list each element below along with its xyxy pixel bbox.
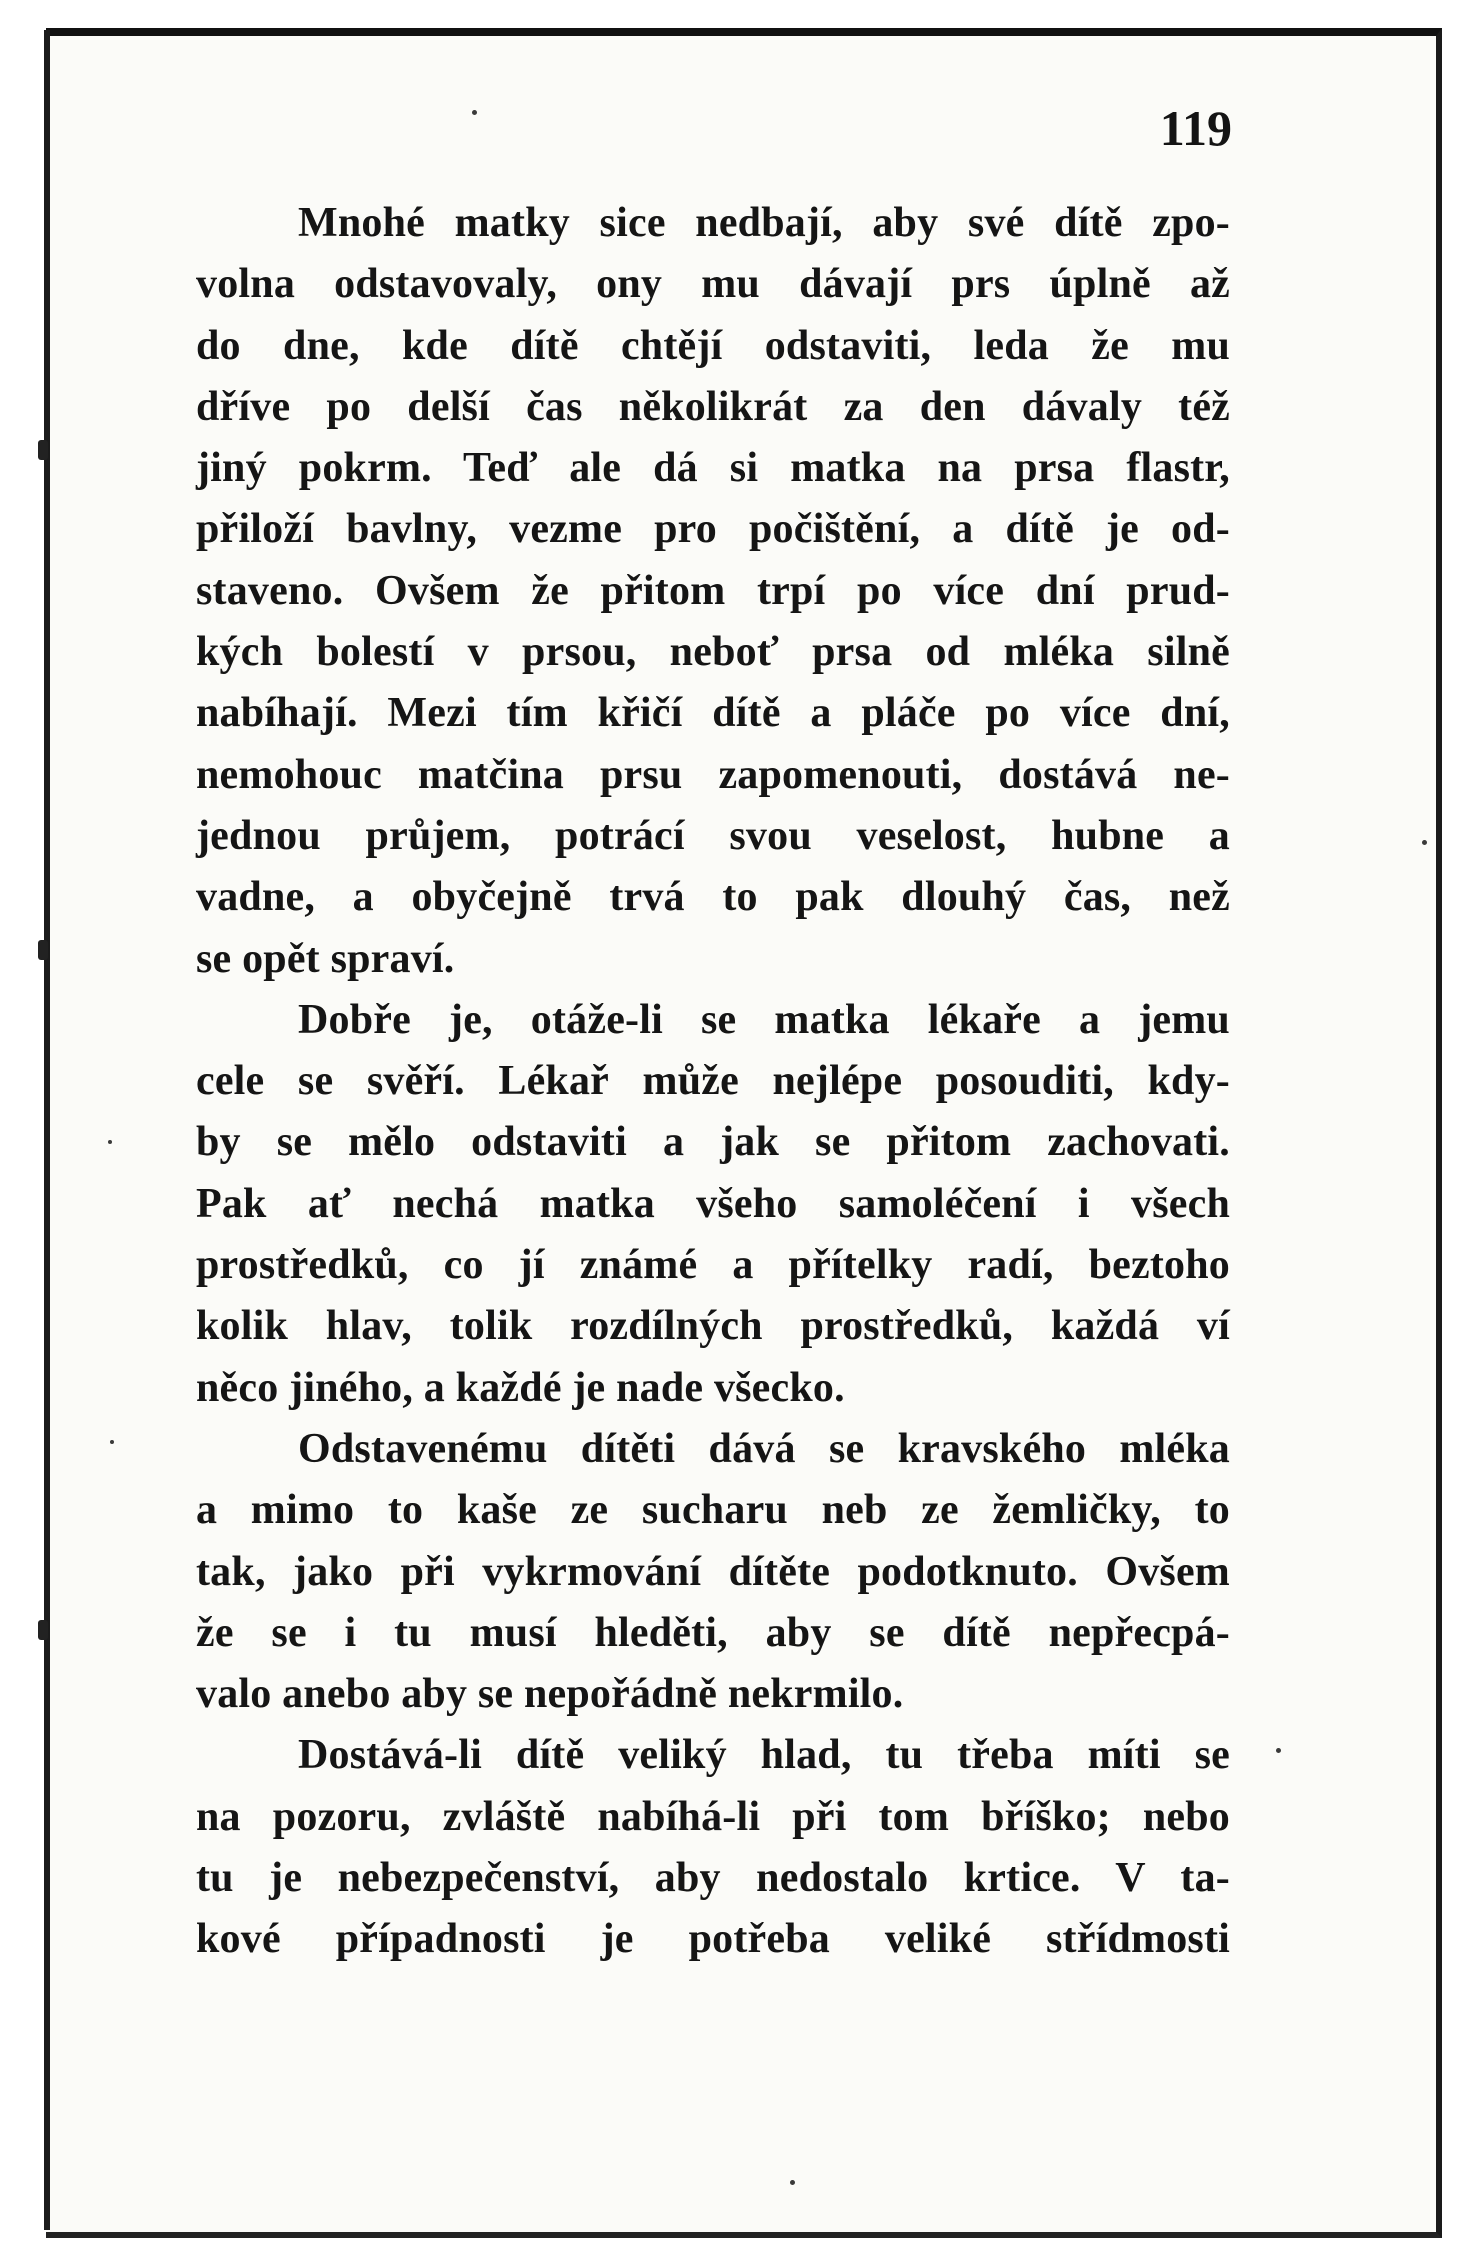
paper-speck [108,1140,112,1144]
binding-mark [38,440,48,460]
text-line: že se i tu musí hleděti, aby se dítě nepřecpá- [196,1609,1230,1656]
text-line: Mnohé matky sice nedbají, aby své dítě zpo- [298,200,1230,246]
text-line: kové případnosti je potřeba veliké střídmosti [196,1916,1230,1963]
text-line: něco jiného, a každé je nade všecko. [196,1364,845,1411]
text-line: dříve po delší čas několikrát za den dávaly též [196,383,1230,430]
text-line: nemohouc matčina prsu zapomenouti, dostává ne- [196,751,1230,798]
text-line: a mimo to kaše ze sucharu neb ze žemličky, to [196,1487,1230,1534]
text-line: Odstavenému dítěti dává se kravského mléka [298,1425,1230,1472]
paper-speck [1422,840,1427,845]
paragraph-2 [196,990,1230,1419]
text-line: tak, jako při vykrmování dítěte podotknuto. Ovšem [196,1548,1230,1595]
binding-edge [0,0,10,2266]
text-line: by se mělo odstaviti a jak se přitom zachovati. [196,1119,1230,1166]
page-number: 119 [1159,100,1232,156]
text-line: valo anebo aby se nepořádně nekrmilo. [196,1671,904,1718]
text-line: se opět spraví. [196,935,455,982]
binding-line [44,30,50,2230]
text-line: volna odstavovaly, ony mu dávají prs úplně až [196,261,1230,308]
text-line: tu je nebezpečenství, aby nedostalo krtice. V ta- [196,1855,1230,1902]
text-line: do dne, kde dítě chtějí odstaviti, leda že mu [196,322,1230,369]
paper-speck [790,2180,795,2185]
text-line: přiloží bavlny, vezme pro počištění, a dítě je od- [196,506,1230,553]
text-line: na pozoru, zvláště nabíhá-li při tom bříško; nebo [196,1793,1230,1840]
paper-speck [1276,1748,1281,1753]
binding-mark [38,940,48,960]
binding-mark [38,1620,48,1640]
text-line: kých bolestí v prsou, neboť prsa od mléka silně [196,629,1230,676]
text-line: jednou průjem, potrácí svou veselost, hubne a [196,812,1230,859]
paragraph-1 [196,193,1230,990]
text-line: cele se svěří. Lékař může nejlépe posouditi, kdy- [196,1058,1230,1105]
paper-speck [472,110,477,115]
text-line: prostředků, co jí známé a přítelky radí, beztoho [196,1242,1230,1289]
text-line: Pak ať nechá matka všeho samoléčení i všech [196,1180,1230,1227]
paragraph-3 [196,1419,1230,1725]
text-line: kolik hlav, tolik rozdílných prostředků, každá ví [196,1303,1230,1350]
text-line: Dostává-li dítě veliký hlad, tu třeba míti se [298,1732,1230,1779]
text-line: jiný pokrm. Teď ale dá si matka na prsa flastr, [196,445,1230,492]
text-line: Dobře je, otáže-li se matka lékaře a jemu [298,996,1230,1043]
text-line: vadne, a obyčejně trvá to pak dlouhý čas, než [196,874,1230,921]
text-line: staveno. Ovšem že přitom trpí po více dní prud- [196,567,1230,614]
paragraph-4 [196,1725,1230,1970]
text-line: nabíhají. Mezi tím křičí dítě a pláče po více dní, [196,690,1230,737]
paper-speck [110,1440,114,1444]
body-text [196,193,1230,1971]
